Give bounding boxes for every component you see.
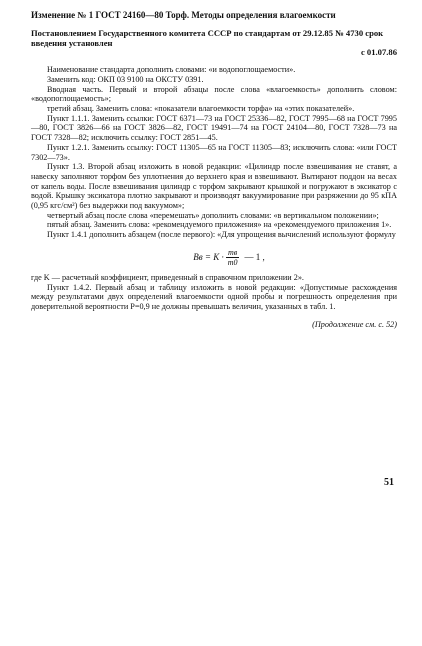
formula-lhs: Bв = K · [193, 251, 224, 262]
document-page [31, 10, 397, 329]
paragraph: пятый абзац. Заменить слова: «рекомендуемого приложения» на «рекомендуемого приложения 1». [47, 220, 392, 230]
document-title: Изменение № 1 ГОСТ 24160—80 Торф. Методы определения влагоемкости [31, 10, 336, 20]
paragraph: Заменить код: ОКП 03 9100 на ОКСТУ 0391. [47, 74, 204, 84]
amendment-body [31, 65, 397, 311]
paragraph: Пункт 1.4.1 дополнить абзацем (после первого): «Для упрощения вычислений используют формулу [47, 230, 396, 240]
paragraph: Пункт 1.3. Второй абзац изложить в новой редакции: «Цилиндр после взвешивания не ставят, а навеску заполняют торфом без уплотнения до верхнего края и взвешивают. Вытирают поддон на весах от капель воды. После взвешивания цилиндр с торфом закрывают крышкой и погружают в эксикатор с водой. Крышку эксикатора плотно закрывают и производят вакуумирование при разряжении до 95 кПА (0,95 кгс/см²) без выдержки под вакуумом»; [31, 162, 397, 211]
formula-denominator: m0 [227, 257, 238, 267]
paragraph: Наименование стандарта дополнить словами: «и водопоглощаемости». [47, 65, 296, 75]
effective-date: с 01.07.86 [360, 46, 397, 57]
formula-numerator: mв [227, 247, 238, 257]
formula-tail: — 1 , [244, 251, 265, 262]
paragraph: третий абзац. Заменить слова: «показатели влагоемкости торфа» на «этих показателей». [47, 104, 355, 114]
paragraph: Пункт 1.2.1. Заменить ссылку: ГОСТ 11305—65 на ГОСТ 11305—83; исключить слова: «или ГОСТ 7302—73». [31, 142, 397, 162]
paragraph: четвертый абзац после слова «перемешать» дополнить словами: «в вертикальном положении»; [47, 210, 379, 220]
formula-fraction [226, 248, 240, 267]
page-number: 51 [384, 477, 394, 488]
paragraph: Пункт 1.1.1. Заменить ссылки: ГОСТ 6371—73 на ГОСТ 25336—82, ГОСТ 7995—68 на ГОСТ 7995—80, ГОСТ 3826—66 на ГОСТ 3826—82, ГОСТ 19491—74 на ГОСТ 24104—80, ГОСТ 7328—73 на ГОСТ 7328—82; исключить ссылку: ГОСТ 2851—45. [31, 113, 397, 143]
decree-line: Постановлением Государственного комитета СССР по стандартам от 29.12.85 № 4730 срок введения установлен [31, 27, 384, 48]
formula [61, 248, 397, 267]
paragraph: Вводная часть. Первый и второй абзацы после слова «влагоемкость» дополнить словом: «водопоглощаемость»; [31, 84, 397, 104]
continued-note: (Продолжение см. с. 52) [312, 319, 397, 329]
paragraph: Пункт 1.4.2. Первый абзац и таблицу изложить в новой редакции: «Допустимые расхождения между результатами двух определений влагоемкости одной пробы и погрешность определения при доверительной вероятности P=0,9 не должны превышать величин, указанных в табл. 1. [31, 282, 397, 311]
paragraph: где K — расчетный коэффициент, приведенный в справочном приложении 2». [31, 272, 304, 282]
